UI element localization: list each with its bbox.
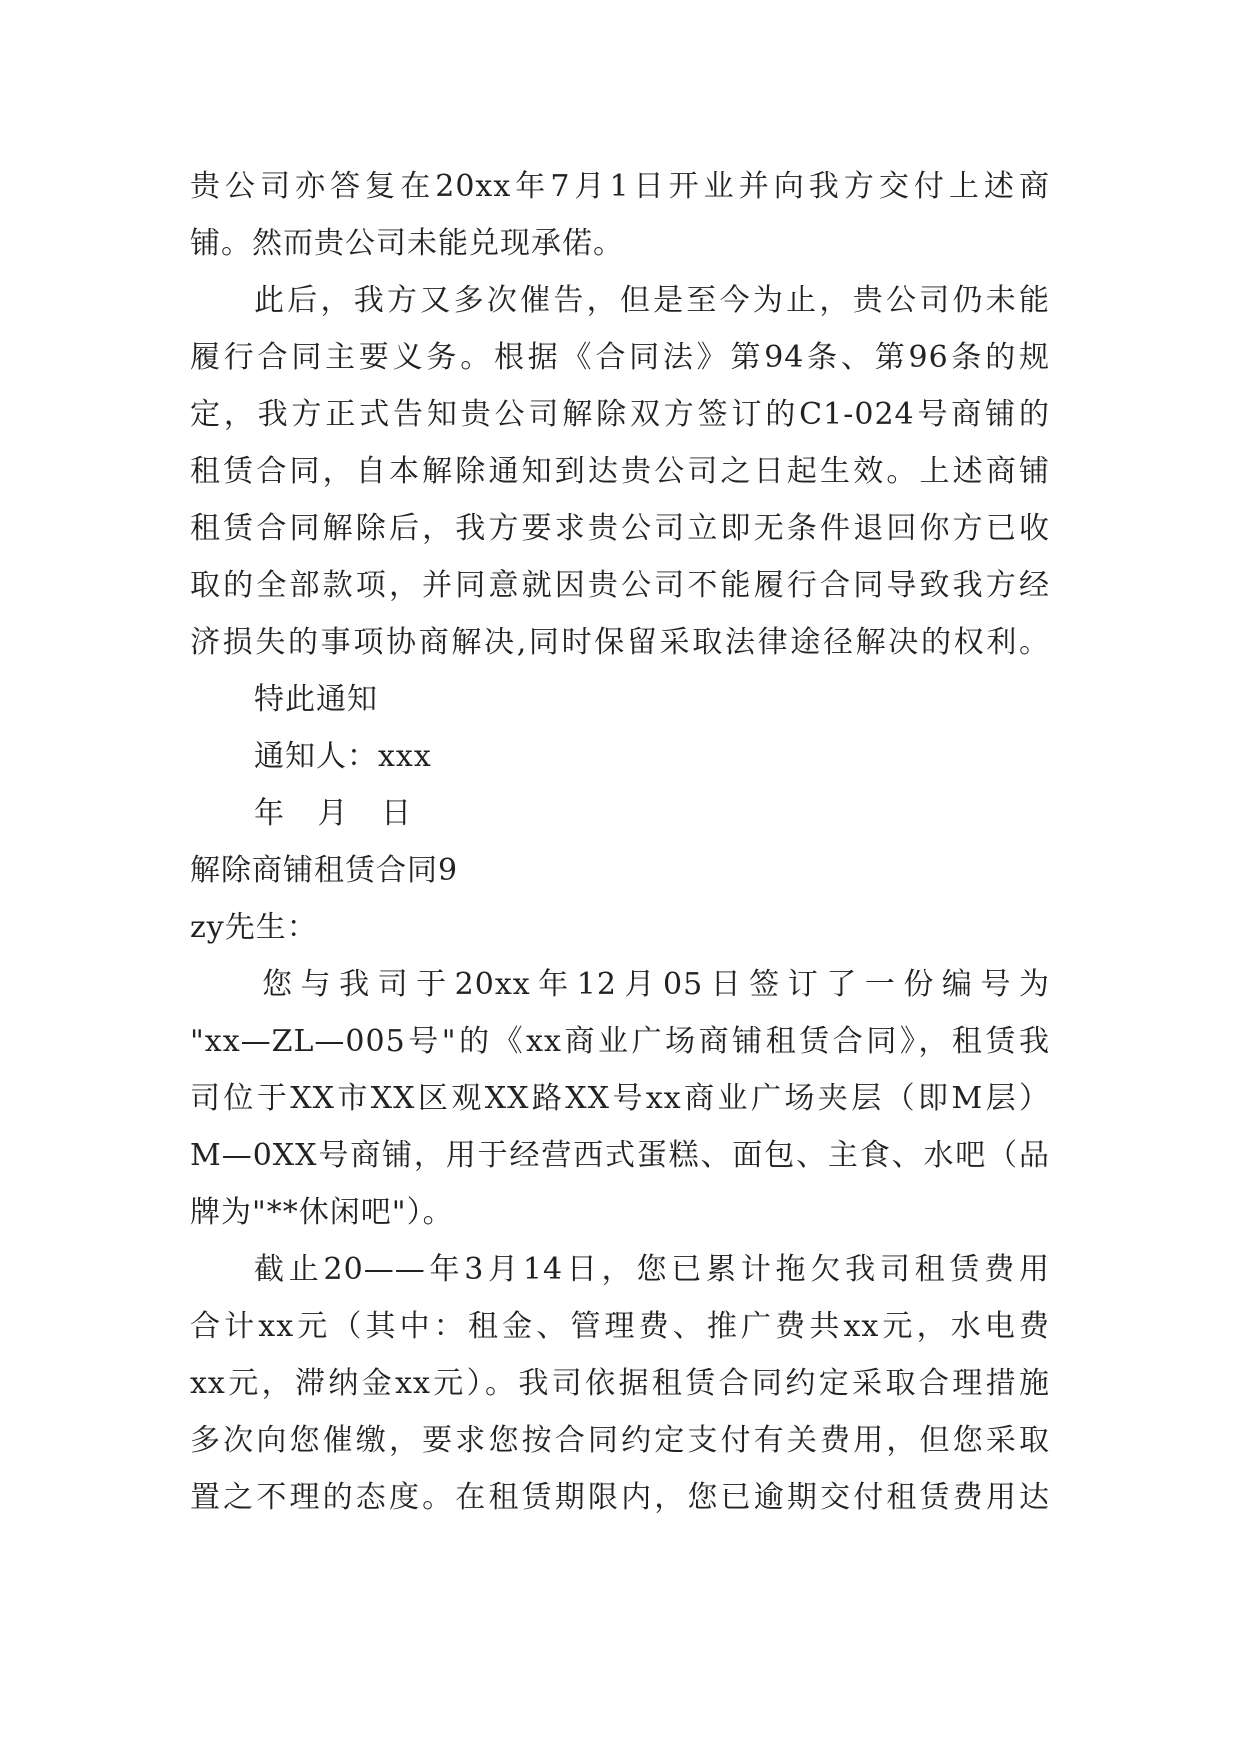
- paragraph-2-line-2: 履行合同主要义务。根据《合同法》第94条、第96条的规: [190, 340, 1050, 375]
- notifier-line: 通知人：xxx: [254, 739, 432, 774]
- text-line-1: 贵公司亦答复在20xx年7月1日开业并向我方交付上述商: [190, 169, 1050, 204]
- paragraph-4-line-5: 置之不理的态度。在租赁期限内，您已逾期交付租赁费用达: [190, 1480, 1050, 1515]
- paragraph-3-line-3: 司位于XX市XX区观XX路XX号xx商业广场夹层（即M层）: [190, 1081, 1050, 1116]
- salutation: zy先生：: [190, 910, 318, 945]
- section-heading: 解除商铺租赁合同9: [190, 853, 459, 888]
- date-month-label: 月: [317, 796, 349, 831]
- paragraph-4-line-2: 合计xx元（其中：租金、管理费、推广费共xx元，水电费: [190, 1309, 1050, 1344]
- notice-closing: 特此通知: [254, 682, 378, 717]
- date-year-label: 年: [254, 796, 285, 831]
- paragraph-2-line-5: 租赁合同解除后，我方要求贵公司立即无条件退回你方已收: [190, 511, 1050, 546]
- date-day-label: 日: [381, 796, 413, 831]
- text-line-2: 铺。然而贵公司未能兑现承偌。: [190, 226, 624, 261]
- paragraph-3-line-1: 您与我司于20xx年12月05日签订了一份编号为: [262, 967, 1050, 1002]
- paragraph-2-line-6: 取的全部款项，并同意就因贵公司不能履行合同导致我方经: [190, 568, 1050, 603]
- paragraph-2-line-4: 租赁合同，自本解除通知到达贵公司之日起生效。上述商铺: [190, 454, 1050, 489]
- paragraph-3-line-4: M—0XX号商铺，用于经营西式蛋糕、面包、主食、水吧（品: [190, 1138, 1050, 1173]
- paragraph-4-line-1: 截止20——年3月14日，您已累计拖欠我司租赁费用: [254, 1252, 1050, 1287]
- paragraph-2-line-1: 此后，我方又多次催告，但是至今为止，贵公司仍未能: [254, 283, 1050, 318]
- paragraph-4-line-3: xx元，滞纳金xx元）。我司依据租赁合同约定采取合理措施: [190, 1366, 1050, 1401]
- date-line: [254, 794, 1050, 834]
- paragraph-3-line-2: "xx—ZL—005号"的《xx商业广场商铺租赁合同》，租赁我: [190, 1024, 1050, 1059]
- paragraph-2-line-7: 济损失的事项协商解决,同时保留采取法律途径解决的权利。: [190, 625, 1050, 660]
- paragraph-2-line-3: 定，我方正式告知贵公司解除双方签订的C1-024号商铺的: [190, 397, 1050, 432]
- paragraph-3-line-5: 牌为"**休闲吧"）。: [190, 1195, 454, 1230]
- paragraph-4-line-4: 多次向您催缴，要求您按合同约定支付有关费用，但您采取: [190, 1423, 1050, 1458]
